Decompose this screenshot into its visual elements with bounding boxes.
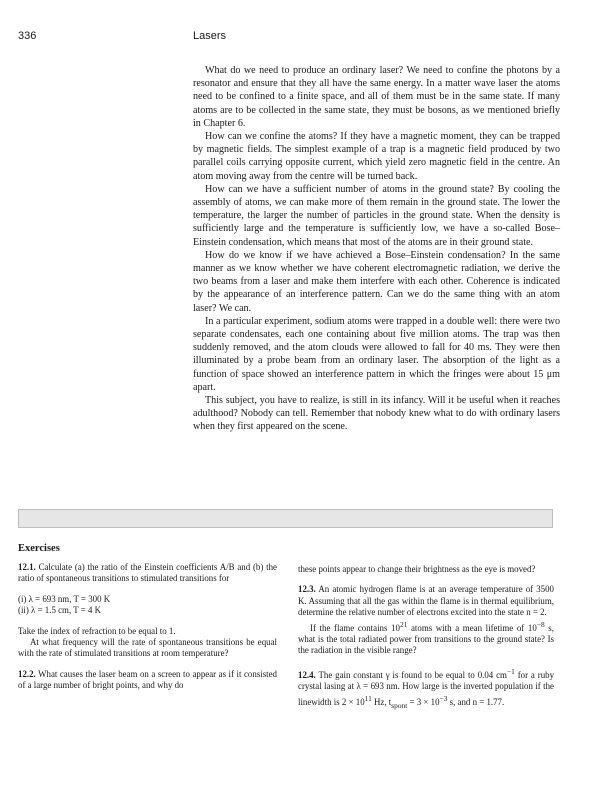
exercise-text: An atomic hydrogen flame is at an average temperature of 3500 K. Assuming that all the gas within the flame is in thermal equilibrium, determine the relative number of electrons excited into the state n = 2. [298,584,554,618]
subscript: spont [391,700,408,710]
text-run: s, and n = 1.77. [447,696,505,707]
exercise-12-3 [298,584,554,618]
text-run: s, what is the total radiated power from transitions to the ground state? Is the radiation in the visible range? [298,622,554,656]
paragraph: How can we have a sufficient number of atoms in the ground state? By cooling the assembly of atoms, we can make more of them remain in the ground state. The lower the temperature, the larger the number of particles in the ground state. When the density is sufficiently large and the temperature is sufficiently low, we have a so-called Bose–Einstein condensation, which means that most of the atoms are in their ground state. [193,183,560,248]
main-text [193,64,560,434]
page-number: 336 [18,30,37,42]
text-run: If the flame contains 10 [310,622,400,633]
text-run: for a ruby crystal lasing at λ = 693 nm. How large is the inverted population if the linewidth is 2 × 10 [298,669,555,707]
text-run: atoms with a mean lifetime of 10 [407,622,537,633]
case-ii: (ii) λ = 1.5 cm, T = 4 K [18,605,102,616]
exponent: 11 [364,693,372,703]
exponent: −1 [506,666,515,676]
exercise-12-4 [298,666,554,711]
exercises-right-column [298,564,554,711]
text-run: The gain constant γ is found to be equal to 0.04 cm [318,669,507,680]
exercise-number: 12.1. [18,562,36,572]
exponent: −8 [536,619,545,629]
paragraph: What do we need to produce an ordinary laser? We need to confine the photons by a resonator and ensure that they all have the same energy. In a matter wave laser the atoms need to be confined to a finite space, and all of them must be in the same state. If many atoms are to be collected in the same state, they must be bosons, as we mentioned briefly in Chapter 6. [193,65,560,129]
paragraph: This subject, you have to realize, is still in its infancy. Will it be useful when it reaches adulthood? Nobody can tell. Remember that nobody knew what to do with ordinary lasers when they first appeared on the scene. [193,395,560,433]
exercises-left-column [18,562,277,692]
paragraph: How do we know if we have achieved a Bose–Einstein condensation? In the same manner as we know whether we have coherent electromagnetic radiation, we derive the two beams from a laser and make them interfere with each other. Coherence is indicated by the appearance of an interference pattern. Can we do the same thing with an atom laser? We can. [193,249,560,314]
exponent: −3 [439,693,448,703]
text-run: = 3 × 10 [407,696,440,707]
exponent: 21 [399,619,408,629]
page-header [0,30,615,46]
text-run: Hz, t [371,696,392,707]
exercise-note: Take the index of refraction to be equal to 1. [18,625,176,636]
exercise-number: 12.4. [298,669,316,680]
paragraph: In a particular experiment, sodium atoms were trapped in a double well: there were two separate condensates, each one containing about five million atoms. The trap was then suddenly removed, and the atom clouds were allowed to fall for 40 ms. They were then illuminated by a probe beam from an ordinary laser. The absorption of the light as a function of space showed an interference pattern in which the fringes were about 15 μm apart. [193,315,560,393]
exercise-number: 12.3. [298,584,316,595]
exercise-12-3-part-2 [298,619,554,657]
exercise-12-1 [18,562,277,585]
case-i: (i) λ = 693 nm, T = 300 K [18,593,111,604]
paragraph: How can we confine the atoms? If they have a magnetic moment, they can be trapped by magnetic fields. The simplest example of a trap is a magnetic field produced by two parallel coils carrying opposite current, which yield zero magnetic field in the centre. An atom moving away from the centre will be turned back. [193,131,560,182]
exercise-followup: At what frequency will the rate of spontaneous transitions be equal with the rate of stimulated transitions at room temperature? [18,637,277,659]
exercises-divider-box [18,509,553,528]
exercise-12-2-continued: these points appear to change their brightness as the eye is moved? [298,564,536,574]
exercise-cases [18,594,277,617]
exercise-text: Calculate (a) the ratio of the Einstein coefficients A/B and (b) the ratio of spontaneous transitions to stimulated transitions for [18,562,277,584]
exercise-text: What causes the laser beam on a screen to appear as if it consisted of a large number of bright points, and why do [18,668,277,691]
exercises-title: Exercises [18,543,60,554]
exercise-number: 12.2. [18,668,36,679]
chapter-title: Lasers [193,30,227,42]
exercise-12-2 [18,669,277,692]
